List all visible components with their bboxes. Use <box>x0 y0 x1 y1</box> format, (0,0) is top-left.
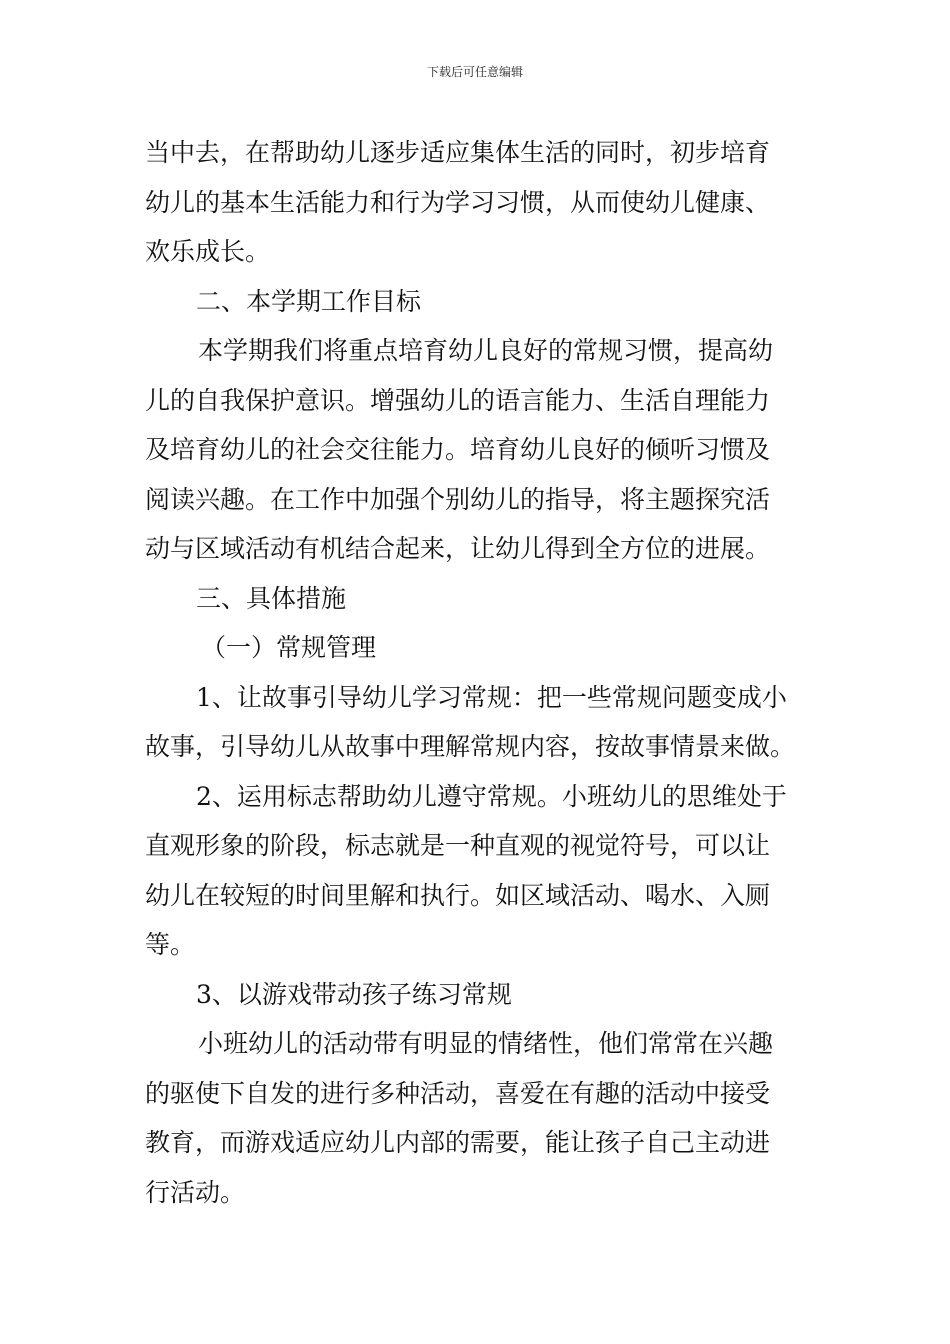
text-line: 幼儿的基本生活能力和行为学习习惯，从而使幼儿健康、 <box>145 187 771 217</box>
text-line: 行活动。 <box>145 1177 246 1207</box>
text-line: 教育，而游戏适应幼儿内部的需要，能让孩子自己主动进 <box>145 1128 771 1157</box>
text-line: 的驱使下自发的进行多种活动，喜爱在有趣的活动中接受 <box>145 1078 771 1108</box>
section-heading: 三、具体措施 <box>196 583 347 613</box>
text-line: 动与区域活动有机结合起来，让幼儿得到全方位的进展。 <box>145 534 771 563</box>
text-line: 1、让故事引导幼儿学习常规：把一些常规问题变成小 <box>196 682 787 712</box>
text-line: 儿的自我保护意识。增强幼儿的语言能力、生活自理能力 <box>145 385 771 415</box>
text-line: 当中去，在帮助幼儿逐步适应集体生活的同时，初步培育 <box>145 138 771 167</box>
section-heading: 二、本学期工作目标 <box>196 286 422 316</box>
text-line: 故事，引导幼儿从故事中理解常规内容，按故事情景来做。 <box>145 732 796 761</box>
text-line: 小班幼儿的活动带有明显的情绪性，他们常常在兴趣 <box>198 1029 774 1058</box>
page-header: 下载后可任意编辑 <box>426 65 523 79</box>
text-line: 及培育幼儿的社会交往能力。培育幼儿良好的倾听习惯及 <box>145 435 771 464</box>
text-line: 2、运用标志帮助幼儿遵守常规。小班幼儿的思维处于 <box>196 781 787 811</box>
text-line: 欢乐成长。 <box>145 237 271 266</box>
text-line: 本学期我们将重点培育幼儿良好的常规习惯，提高幼 <box>198 336 774 365</box>
text-line: 幼儿在较短的时间里解和执行。如区域活动、喝水、入厕 <box>145 880 771 910</box>
text-line: 等。 <box>145 930 196 959</box>
text-line: 3、以游戏带动孩子练习常规 <box>196 979 512 1009</box>
subsection-heading: （一）常规管理 <box>201 633 377 662</box>
text-line: 阅读兴趣。在工作中加强个别幼儿的指导，将主题探究活 <box>145 484 771 514</box>
text-line: 直观形象的阶段，标志就是一种直观的视觉符号，可以让 <box>145 831 771 860</box>
document-body <box>145 128 810 1217</box>
